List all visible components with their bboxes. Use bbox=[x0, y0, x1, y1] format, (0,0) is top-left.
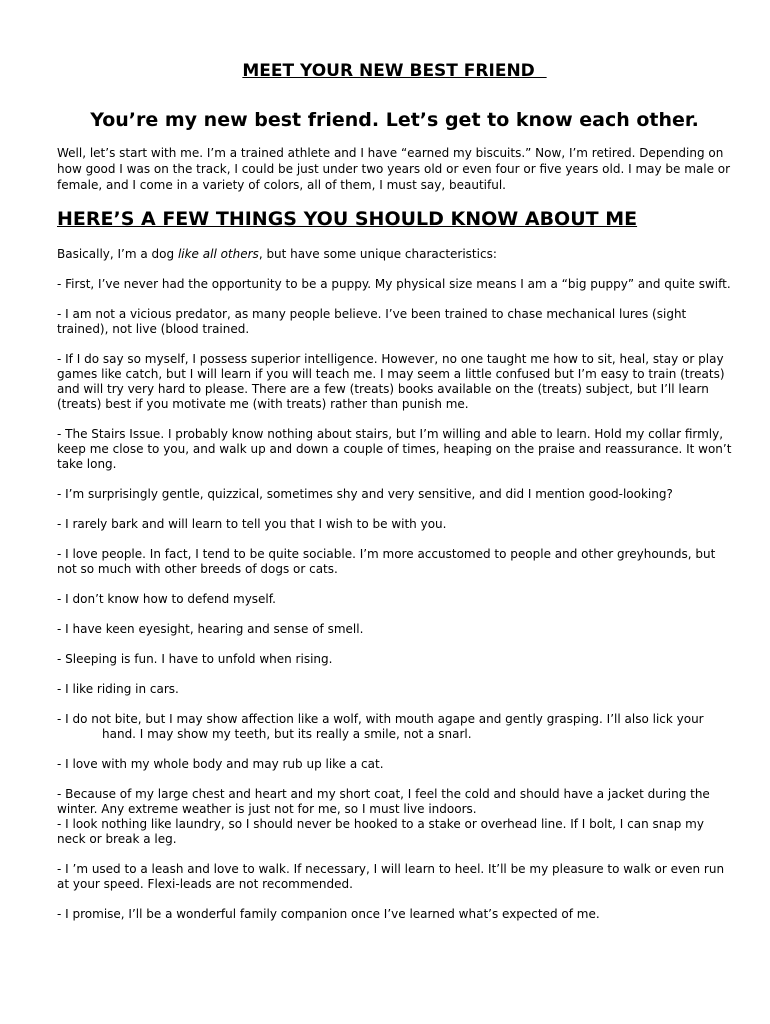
intro-paragraph: Well, let’s start with me. I’m a trained athlete and I have “earned my biscuits.” Now, I’m retired. Depending on how good I was on the track, I could be just under two years old or even four or five years old. I may be male or female, and I come in a variety of colors, all of them, I must say, beautiful. bbox=[57, 146, 731, 192]
list-item: - The Stairs Issue. I probably know nothing about stairs, but I’m willing and able to learn. Hold my collar firmly, keep me close to you, and walk up and down a couple of times, heaping on the praise and reassurance. It won’t take long. bbox=[57, 427, 732, 471]
list-item: - I don’t know how to defend myself. bbox=[57, 592, 276, 606]
section-heading: HERE’S A FEW THINGS YOU SHOULD KNOW ABOUT ME bbox=[57, 208, 638, 230]
list-item: - First, I’ve never had the opportunity to be a puppy. My physical size means I am a “big puppy” and quite swift. bbox=[57, 277, 731, 291]
list-item: - If I do say so myself, I possess superior intelligence. However, no one taught me how to sit, heal, stay or play games like catch, but I will learn if you will teach me. I may seem a little confused but I’m easy to train (treats) and will try very hard to please. There are a few (treats) books available on the (treats) subject, but I’ll learn (treats) best if you motivate me (with treats) rather than punish me. bbox=[57, 352, 725, 411]
list-item: - Because of my large chest and heart and my short coat, I feel the cold and should have a jacket during the winter. Any extreme weather is just not for me, so I must live indoors. bbox=[57, 787, 710, 816]
list-item: - Sleeping is fun. I have to unfold when rising. bbox=[57, 652, 333, 666]
lead-text-after: , but have some unique characteristics: bbox=[258, 247, 497, 261]
list-item: - I am not a vicious predator, as many people believe. I’ve been trained to chase mechanical lures (sight trained), not live (blood trained. bbox=[57, 307, 687, 336]
document-title: MEET YOUR NEW BEST FRIEND bbox=[242, 61, 547, 81]
list-item: - I like riding in cars. bbox=[57, 682, 179, 696]
list-item: - I have keen eyesight, hearing and sense of smell. bbox=[57, 622, 364, 636]
lead-paragraph bbox=[57, 247, 732, 262]
document-page bbox=[57, 60, 732, 922]
list-item: - I love with my whole body and may rub up like a cat. bbox=[57, 757, 384, 771]
lead-text-before: Basically, I’m a dog bbox=[57, 247, 178, 261]
list-item: - I promise, I’ll be a wonderful family companion once I’ve learned what’s expected of me. bbox=[57, 907, 600, 921]
lead-emphasis: like all others bbox=[177, 247, 259, 261]
list-item: - I’m surprisingly gentle, quizzical, sometimes shy and very sensitive, and did I mention good-looking? bbox=[57, 487, 673, 501]
list-item: - I love people. In fact, I tend to be quite sociable. I’m more accustomed to people and other greyhounds, but not so much with other breeds of dogs or cats. bbox=[57, 547, 716, 576]
list-item: - I rarely bark and will learn to tell you that I wish to be with you. bbox=[57, 517, 447, 531]
list-item: - I do not bite, but I may show affection like a wolf, with mouth agape and gently grasping. I’ll also lick your hand. I may show my teeth, but its really a smile, not a snarl. bbox=[57, 712, 704, 741]
list-item: - I look nothing like laundry, so I should never be hooked to a stake or overhead line. If I bolt, I can snap my neck or break a leg. bbox=[57, 817, 704, 846]
document-subtitle: You’re my new best friend. Let’s get to know each other. bbox=[90, 109, 699, 131]
list-item: - I ’m used to a leash and love to walk. If necessary, I will learn to heel. It’ll be my pleasure to walk or even run at your speed. Flexi-leads are not recommended. bbox=[57, 862, 725, 891]
